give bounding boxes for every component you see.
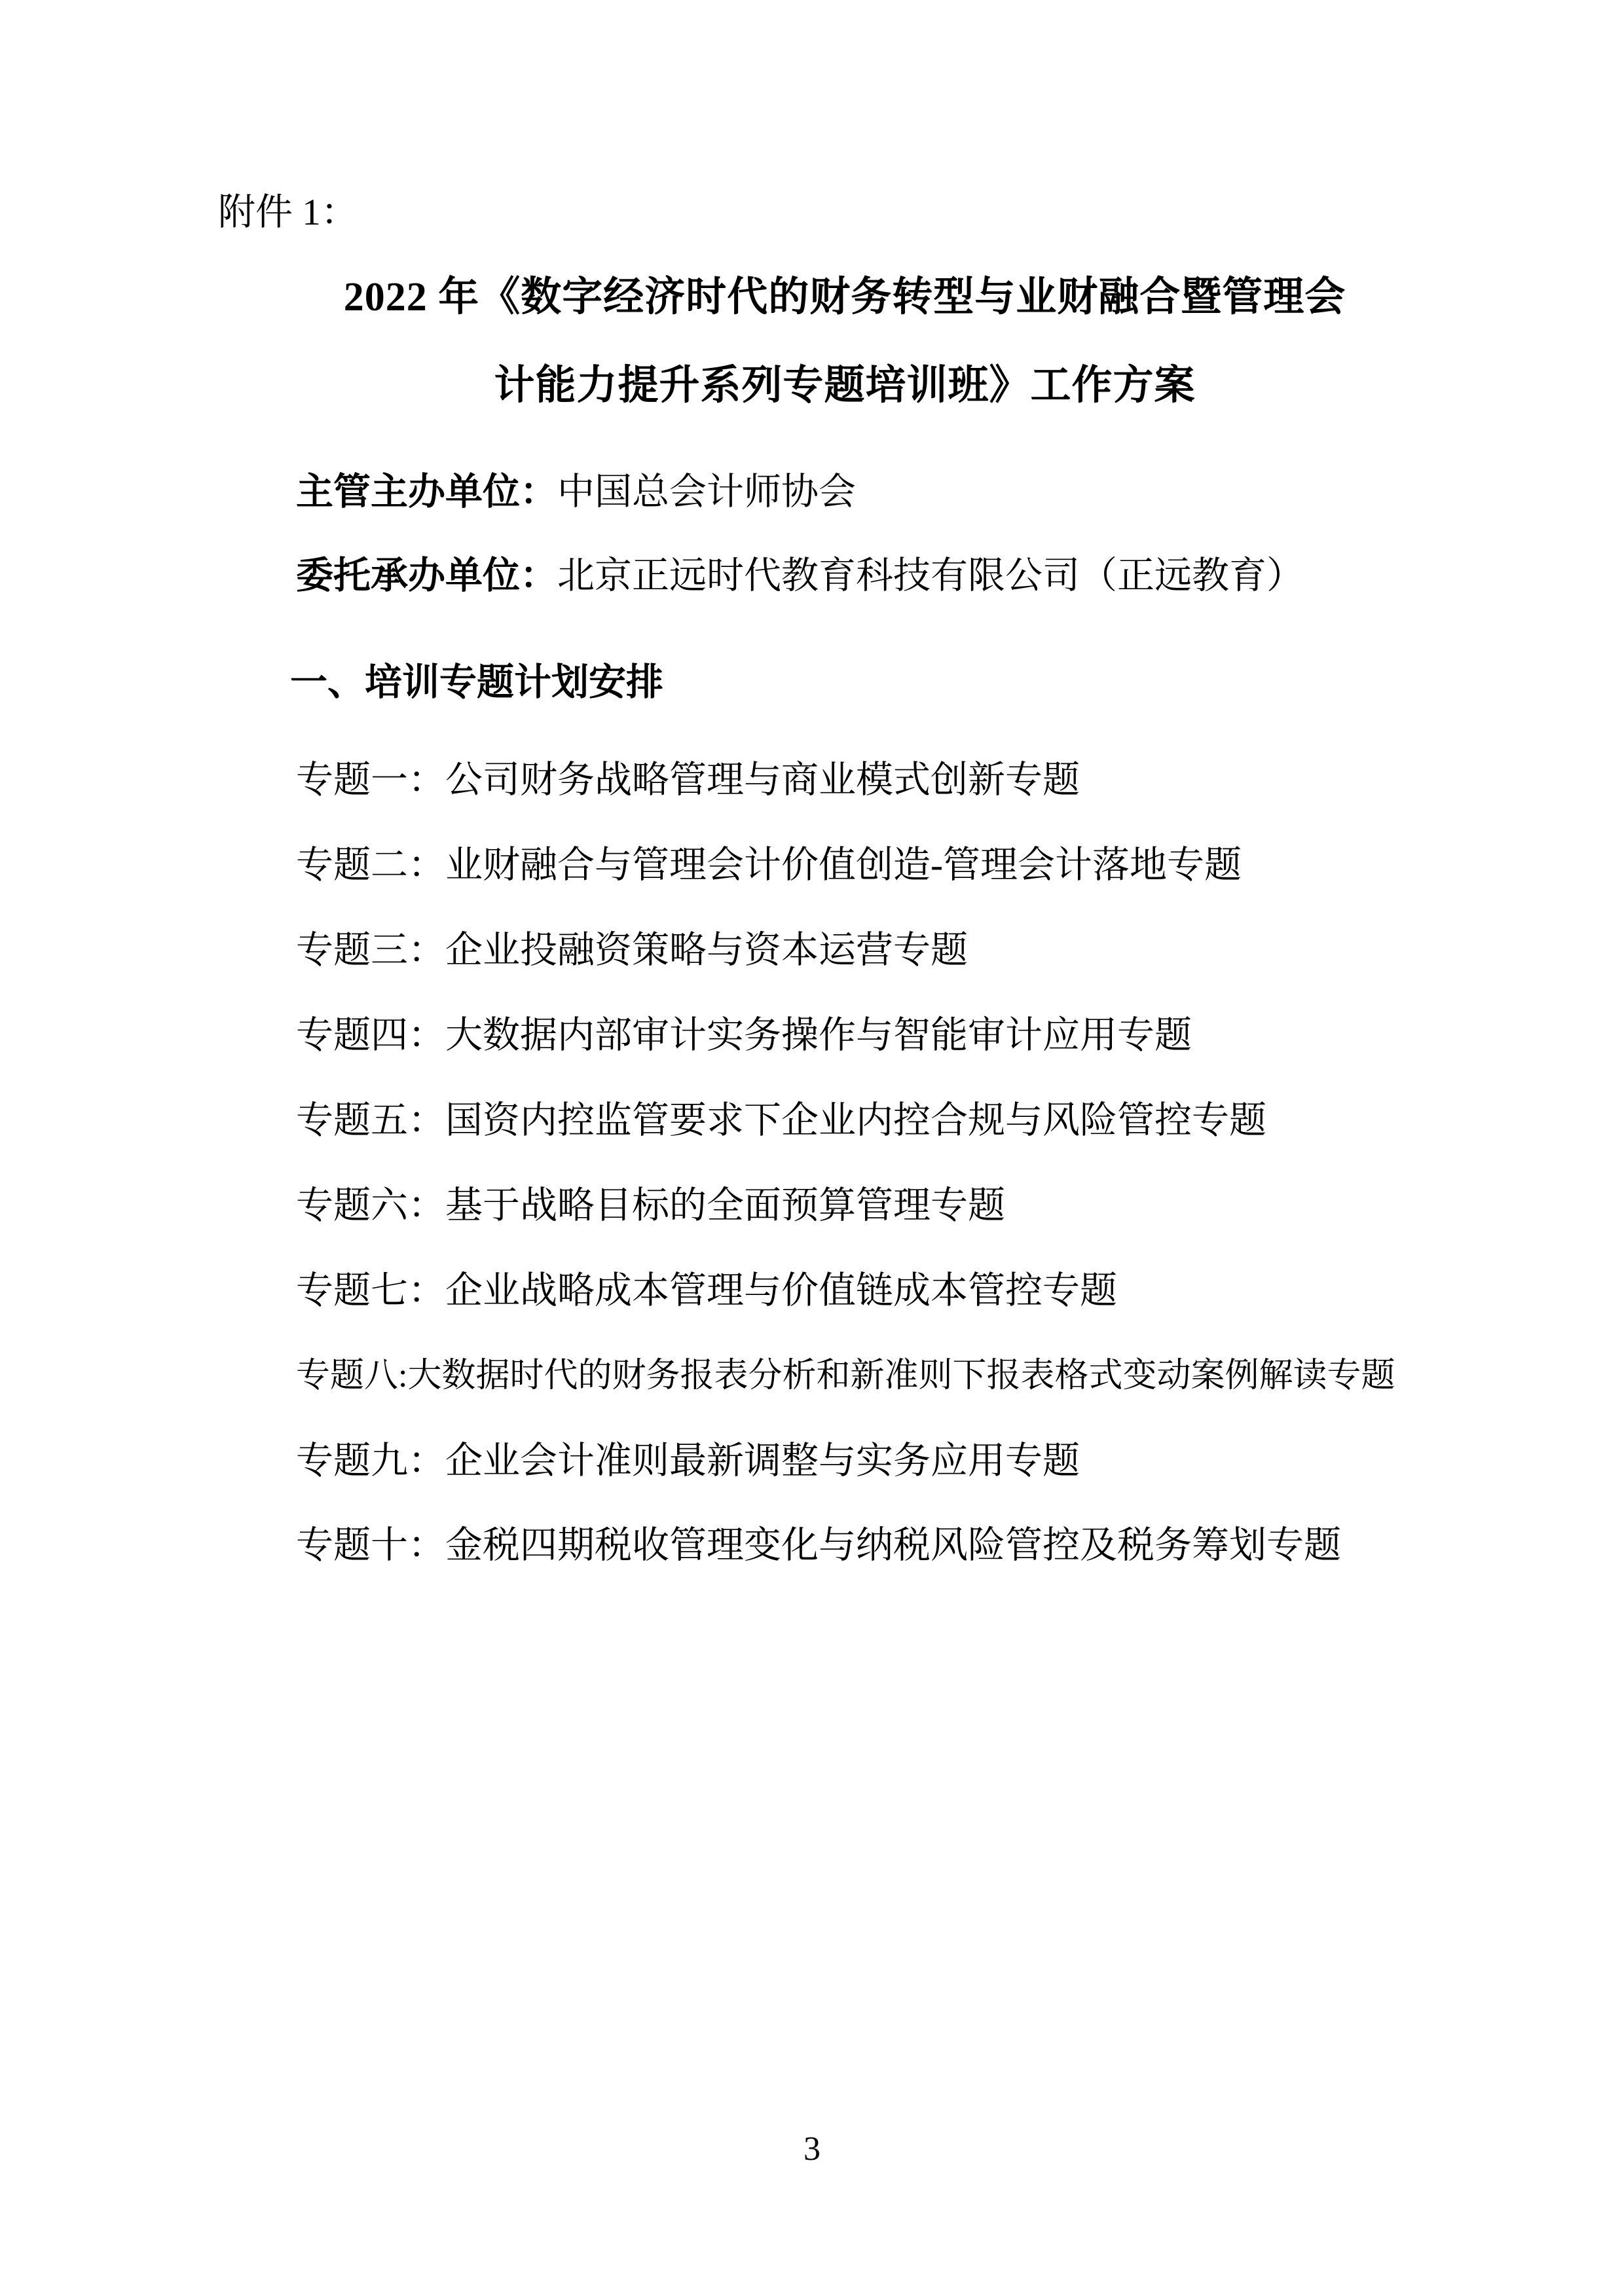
topic-item-8: 专题八:大数据时代的财务报表分析和新准则下报表格式变动案例解读专题 <box>296 1357 1395 1394</box>
document-title-line-1: 2022 年《数字经济时代的财务转型与业财融合暨管理会 <box>343 275 1346 319</box>
undertaker-value: 北京正远时代教育科技有限公司（正远教育） <box>557 555 1304 596</box>
attachment-label: 附件 1： <box>218 192 358 233</box>
undertaker-label: 委托承办单位： <box>296 555 557 596</box>
undertaker-line <box>296 554 1304 598</box>
topic-item-4: 专题四：大数据内部审计实务操作与智能审计应用专题 <box>296 1015 1192 1056</box>
organizer-value: 中国总会计师协会 <box>557 471 856 513</box>
topic-item-2: 专题二：业财融合与管理会计价值创造-管理会计落地专题 <box>296 845 1242 886</box>
organizer-label: 主管主办单位： <box>296 471 557 513</box>
organizer-line <box>296 470 856 515</box>
topic-item-6: 专题六：基于战略目标的全面预算管理专题 <box>296 1185 1005 1226</box>
topic-item-5: 专题五：国资内控监管要求下企业内控合规与风险管控专题 <box>296 1100 1266 1141</box>
topic-item-9: 专题九：企业会计准则最新调整与实务应用专题 <box>296 1440 1080 1482</box>
topic-item-1: 专题一：公司财务战略管理与商业模式创新专题 <box>296 759 1080 801</box>
page-number: 3 <box>803 2130 821 2168</box>
topic-item-10: 专题十：金税四期税收管理变化与纳税风险管控及税务筹划专题 <box>296 1525 1341 1566</box>
section-heading-training-plan: 一、培训专题计划安排 <box>290 661 663 703</box>
topic-item-7: 专题七：企业战略成本管理与价值链成本管控专题 <box>296 1270 1117 1311</box>
topic-item-3: 专题三：企业投融资策略与资本运营专题 <box>296 930 968 971</box>
document-title-line-2: 计能力提升系列专题培训班》工作方案 <box>494 363 1196 408</box>
